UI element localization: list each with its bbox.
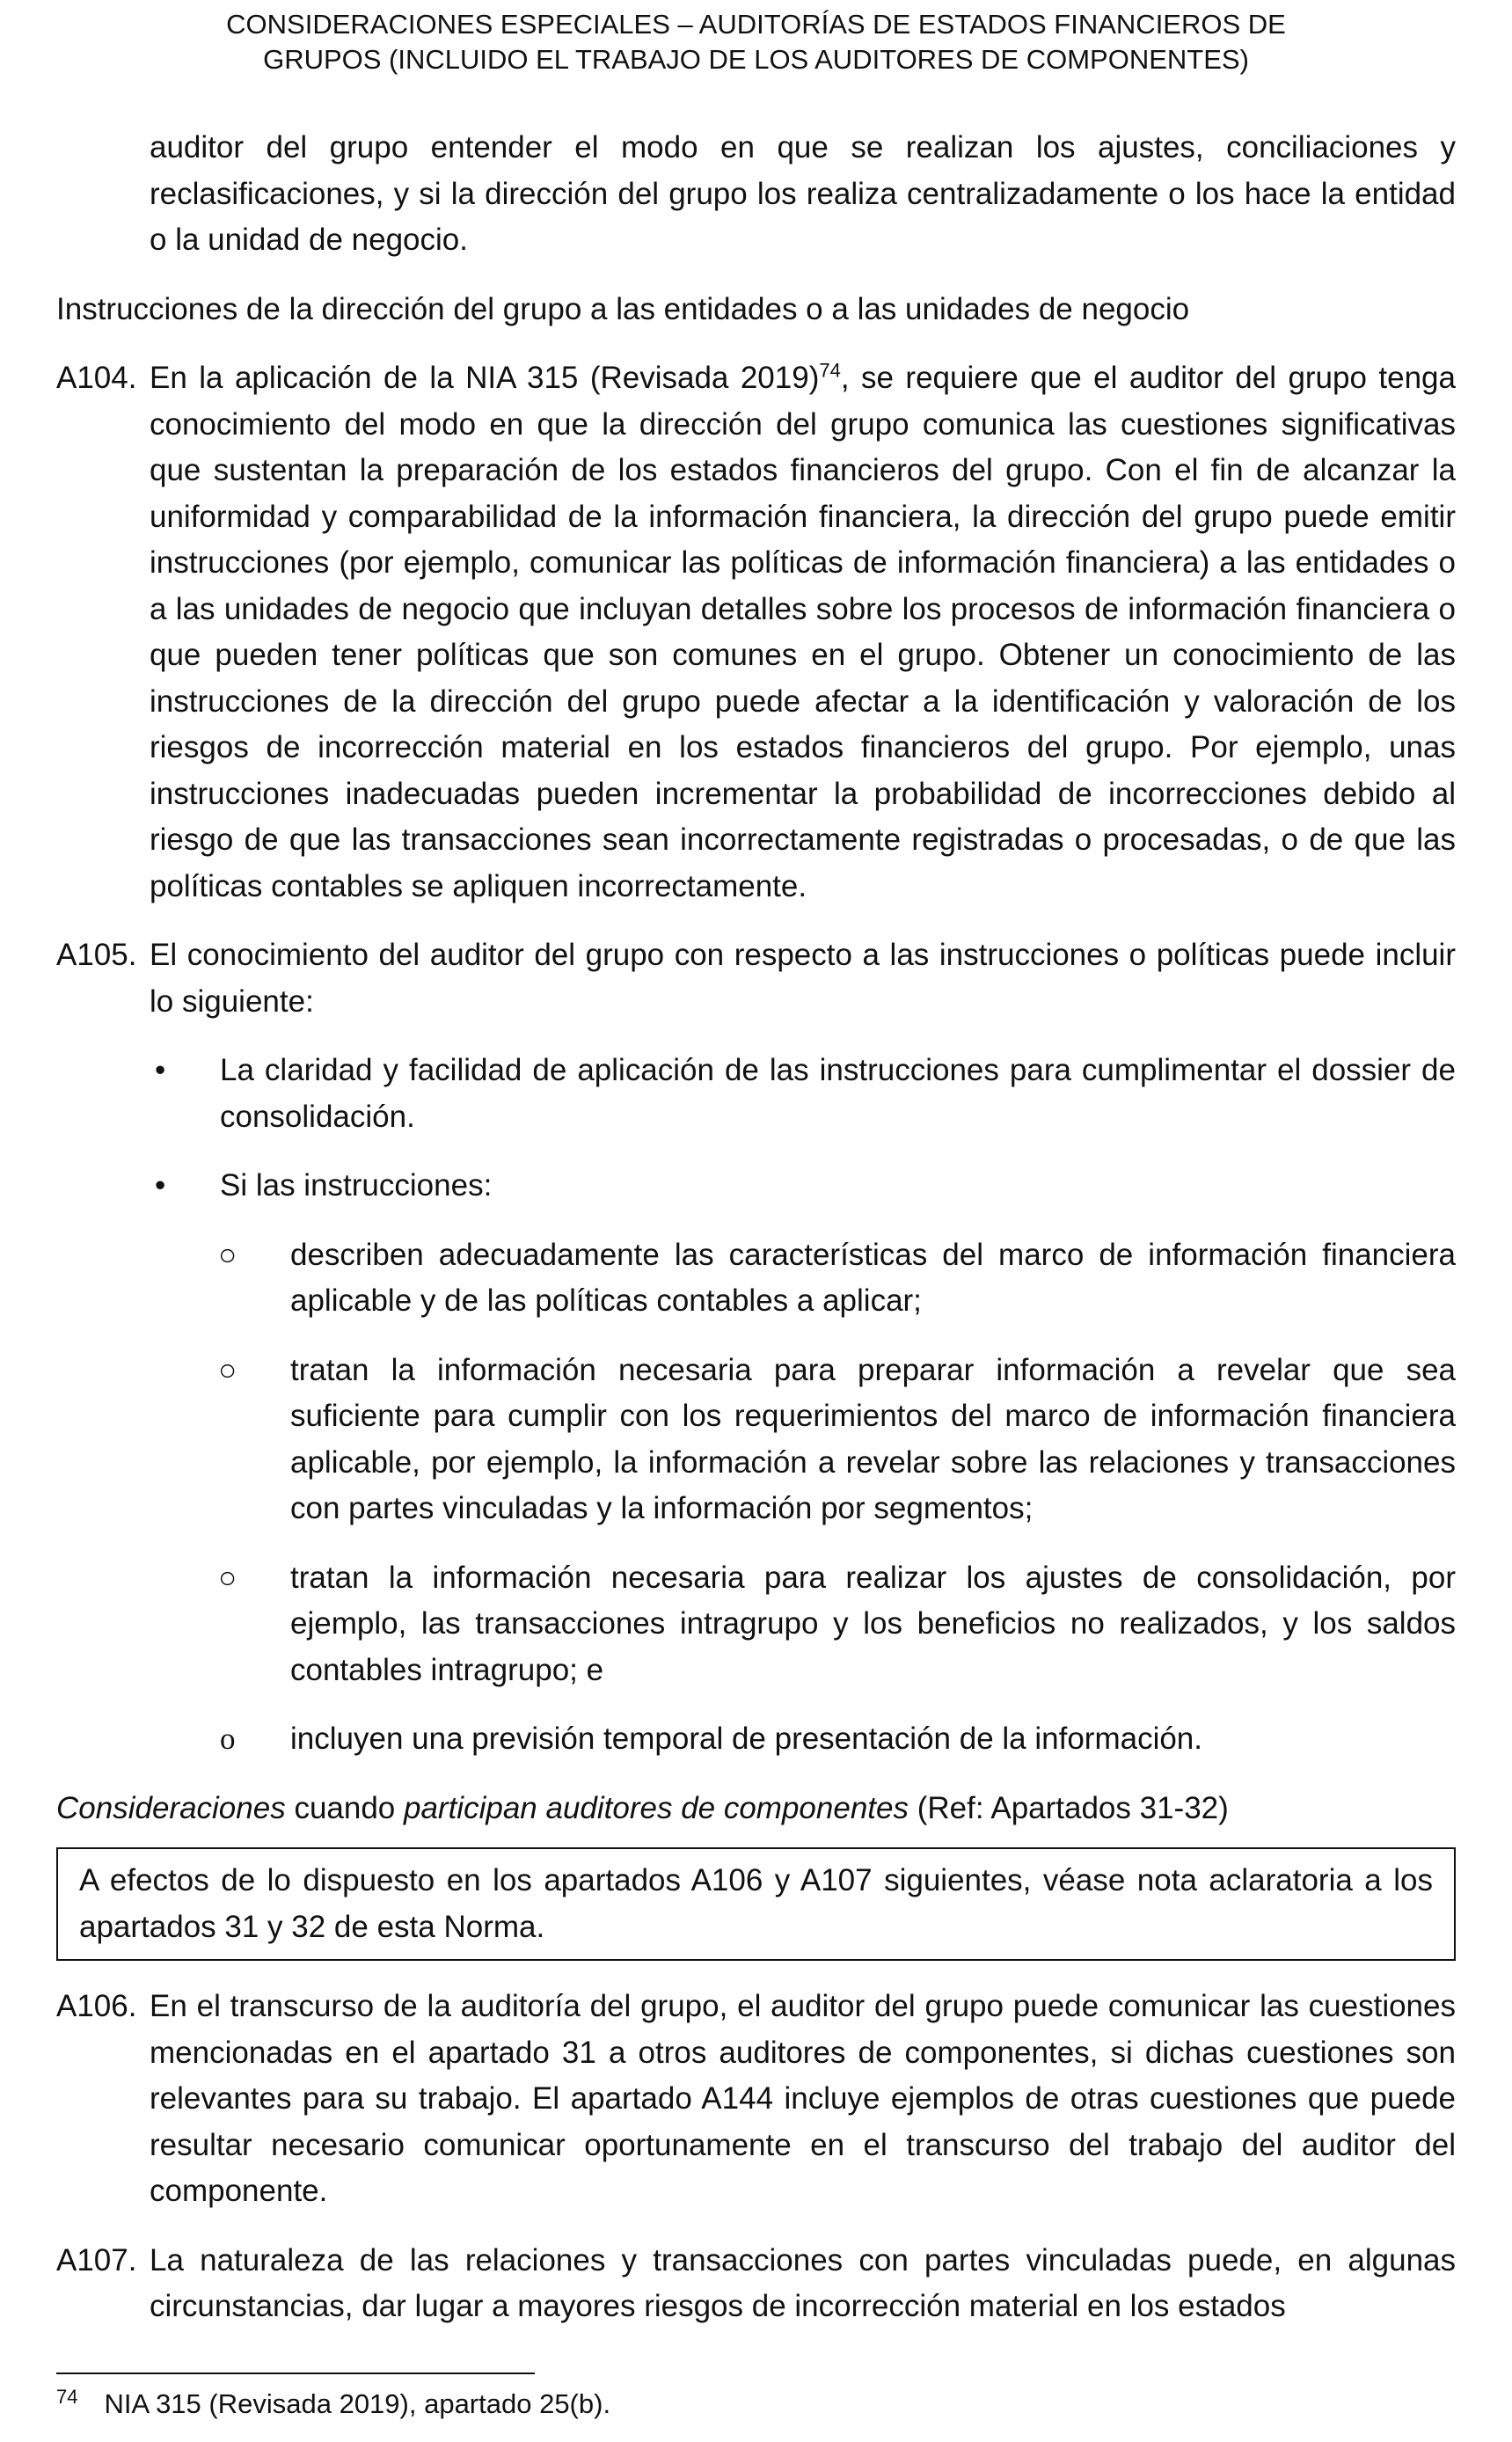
sub-list-item <box>56 1716 1456 1763</box>
sub-list-item-text: describen adecuadamente las características del marco de información financiera aplicable y de las políticas contables a aplicar; <box>290 1237 1456 1318</box>
heading-part: cuando <box>285 1790 404 1825</box>
header-line-1: CONSIDERACIONES ESPECIALES – AUDITORÍAS DE ESTADOS FINANCIEROS DE <box>226 9 1286 40</box>
header-line-2: GRUPOS (INCLUIDO EL TRABAJO DE LOS AUDITORES DE COMPONENTES) <box>263 44 1249 75</box>
paragraph-a104 <box>56 355 1456 910</box>
sub-list-item-text: tratan la información necesaria para realizar los ajustes de consolidación, por ejemplo, las transacciones intragrupo y los beneficios no realizados, y los saldos contables intragrupo; e <box>290 1560 1456 1687</box>
paragraph-text: En la aplicación de la NIA 315 (Revisada 2019) <box>150 361 820 395</box>
continued-paragraph: auditor del grupo entender el modo en que se realizan los ajustes, conciliaciones y reclasificaciones, y si la dirección del grupo los realiza centralizadamente o los hace la entidad o la unidad de negocio. <box>150 130 1456 257</box>
circle-bullet-icon: o <box>220 1722 236 1756</box>
sub-list-item <box>56 1232 1456 1325</box>
heading-part-italic: Consideraciones <box>56 1790 286 1825</box>
paragraph-number: A107. <box>56 2242 137 2277</box>
boxed-note: A efectos de lo dispuesto en los apartados A106 y A107 siguientes, véase nota aclaratoria a los apartados 31 y 32 de esta Norma. <box>56 1847 1456 1961</box>
circle-bullet-icon: ○ <box>218 1560 237 1595</box>
paragraph-a107 <box>56 2238 1456 2330</box>
list-item <box>56 1048 1456 1140</box>
heading-part: (Ref: Apartados 31-32) <box>908 1790 1229 1825</box>
paragraph-text-cont: , se requiere que el auditor del grupo tenga conocimiento del modo en que la dirección del grupo comunica las cuestiones significativas que sustentan la preparación de los estados financieros del grupo. Con el fin de alcanzar la uniformidad y comparabilidad de la información financiera, la dirección del grupo puede emitir instrucciones (por ejemplo, comunicar las políticas de información financiera) a las entidades o a las unidades de negocio que incluyan detalles sobre los procesos de información financiera o que pueden tener políticas que son comunes en el grupo. Obtener un conocimiento de las instrucciones de la dirección del grupo puede afectar a la identificación y valoración de los riesgos de incorrección material en los estados financieros del grupo. Por ejemplo, unas instrucciones inadecuadas pueden incrementar la probabilidad de incorrecciones debido al riesgo de que las transacciones sean incorrectamente registradas o procesadas, o de que las políticas contables se apliquen incorrectamente. <box>150 361 1456 903</box>
footnote-ref[interactable]: 74 <box>819 359 841 382</box>
paragraph-number: A104. <box>56 361 137 395</box>
footnote-text: NIA 315 (Revisada 2019), apartado 25(b). <box>104 2388 611 2419</box>
section-heading-instructions: Instrucciones de la dirección del grupo a las entidades o a las unidades de negocio <box>56 291 1190 326</box>
paragraph-text: El conocimiento del auditor del grupo con respecto a las instrucciones o políticas puede incluir lo siguiente: <box>150 938 1456 1019</box>
sub-list-item <box>56 1348 1456 1532</box>
page-header <box>0 7 1512 77</box>
bullet-icon: • <box>155 1168 166 1203</box>
section-heading-component-auditors <box>56 1786 1456 1832</box>
heading-part-italic: participan auditores de componentes <box>404 1790 909 1825</box>
sub-list-item-text: incluyen una previsión temporal de presentación de la información. <box>290 1722 1202 1756</box>
sub-list-item-text: tratan la información necesaria para preparar información a revelar que sea suficiente para cumplir con los requerimientos del marco de información financiera aplicable, por ejemplo, la información a revelar sobre las relaciones y transacciones con partes vinculadas y la información por segmentos; <box>290 1352 1456 1525</box>
paragraph-text: En el transcurso de la auditoría del grupo, el auditor del grupo puede comunicar las cuestiones mencionadas en el apartado 31 a otros auditores de componentes, si dichas cuestiones son relevantes para su trabajo. El apartado A144 incluye ejemplos de otras cuestiones que puede resultar necesario comunicar oportunamente en el transcurso del trabajo del auditor del componente. <box>150 1989 1456 2208</box>
footnote-number: 74 <box>56 2385 78 2408</box>
page-body <box>56 125 1456 2330</box>
list-item-text: Si las instrucciones: <box>220 1168 493 1203</box>
paragraph-number: A106. <box>56 1989 137 2023</box>
paragraph-number: A105. <box>56 938 137 972</box>
sub-list-item <box>56 1555 1456 1694</box>
paragraph-text: La naturaleza de las relaciones y transacciones con partes vinculadas puede, en algunas circunstancias, dar lugar a mayores riesgos de incorrección material en los estados <box>150 2242 1456 2323</box>
paragraph-a105 <box>56 932 1456 1025</box>
paragraph-a106 <box>56 1984 1456 2215</box>
footnote <box>56 2386 610 2423</box>
circle-bullet-icon: ○ <box>218 1352 237 1387</box>
bullet-icon: • <box>155 1053 166 1087</box>
circle-bullet-icon: ○ <box>218 1237 237 1272</box>
list-item <box>56 1163 1456 1210</box>
list-item-text: La claridad y facilidad de aplicación de las instrucciones para cumplimentar el dossier de consolidación. <box>220 1053 1456 1134</box>
footnote-divider <box>56 2373 535 2374</box>
